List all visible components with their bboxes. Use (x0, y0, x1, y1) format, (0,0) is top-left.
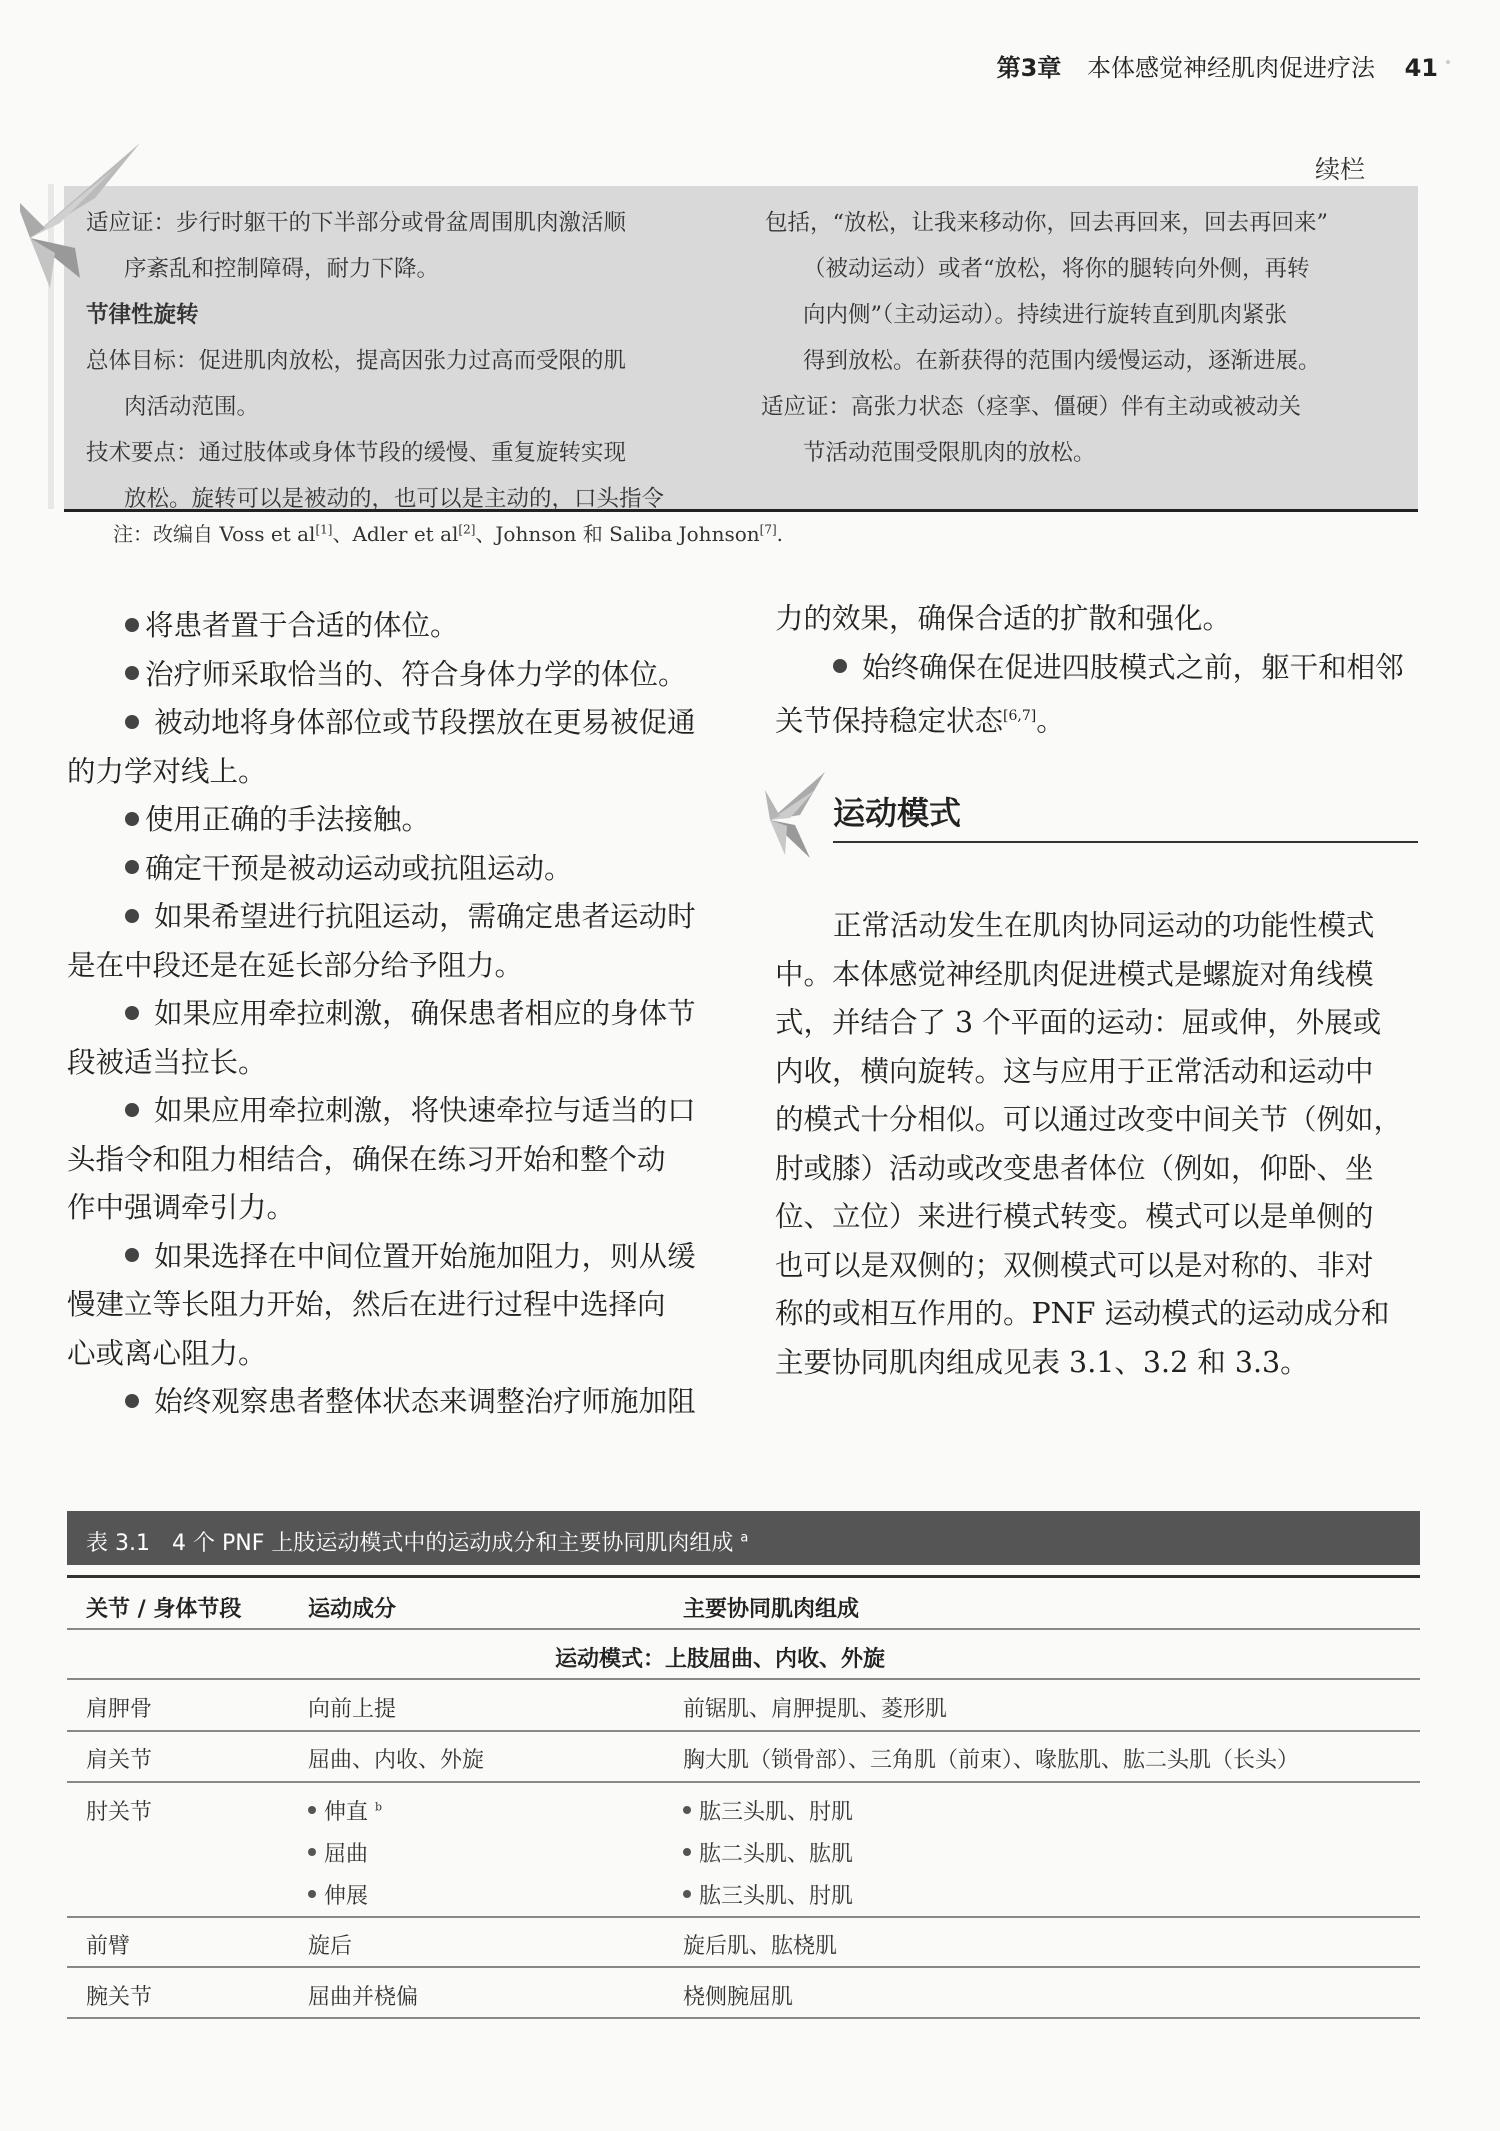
cell-text: 伸直 (324, 1800, 369, 1825)
table-cell: 桡侧腕屈肌 (683, 1985, 794, 2010)
running-header (997, 48, 1438, 83)
list-item-continuation: 段被适当拉长。 (67, 1045, 267, 1079)
paragraph-line: 的模式十分相似。可以通过改变中间关节（例如， (775, 1103, 1403, 1136)
list-item (67, 699, 696, 748)
citation: [7] (759, 522, 777, 537)
paragraph-line: 称的或相互作用的。PNF 运动模式的运动成分和 (775, 1297, 1390, 1330)
paragraph-line: 中。本体感觉神经肌肉促进模式是螺旋对角线模 (775, 957, 1374, 991)
page-number: 41 (1404, 54, 1438, 82)
table-rule (67, 1916, 1420, 1918)
list-item (67, 990, 696, 1039)
burst-icon (765, 770, 835, 860)
bullet-icon (833, 659, 847, 673)
box-line: 序紊乱和控制障碍，耐力下降。 (124, 256, 440, 282)
box-line: 包括，“放松，让我来移动你，回去再回来，回去再回来” (765, 210, 1329, 236)
bullet-icon (308, 1806, 316, 1814)
list-item-continuation: 头指令和阻力相结合，确保在练习开始和整个动 (67, 1142, 666, 1176)
table-cell: 旋后肌、肱桡肌 (683, 1934, 838, 1959)
paragraph-line: 内收，横向旋转。这与应用于正常活动和运动中 (775, 1054, 1374, 1088)
box-line: 适应证：步行时躯干的下半部分或骨盆周围肌肉激活顺 (86, 210, 627, 236)
table-rule (67, 1628, 1420, 1630)
table-cell: 肩胛骨 (86, 1697, 153, 1722)
list-item-text: 如果应用牵拉刺激，将快速牵拉与适当的口 (154, 1094, 696, 1127)
cell-text: 伸展 (324, 1884, 369, 1909)
note-text: . (776, 522, 783, 546)
bullet-icon (125, 812, 139, 826)
list-item (67, 845, 696, 894)
paragraph-line: 肘或膝）活动或改变患者体位（例如，仰卧、坐 (775, 1151, 1374, 1185)
column-header: 关节 / 身体节段 (86, 1597, 242, 1622)
section-rule (833, 841, 1418, 843)
table-top-rule (67, 1575, 1420, 1578)
scan-speck (1446, 60, 1450, 64)
table-rule (67, 1730, 1420, 1732)
chapter-title: 本体感觉神经肌肉促进疗法 (1086, 54, 1375, 82)
chapter-number: 第3章 (996, 54, 1062, 82)
bullet-icon (308, 1848, 316, 1856)
table-cell-item (308, 1795, 382, 1826)
list-item-continuation: 作中强调牵引力。 (67, 1191, 296, 1224)
column-header: 运动成分 (308, 1597, 397, 1622)
list-item-text: 关节保持稳定状态 (775, 704, 1004, 738)
continued-label: 续栏 (1315, 155, 1366, 184)
table-cell: 前锯肌、肩胛提肌、菱形肌 (683, 1697, 948, 1722)
list-item (67, 893, 696, 942)
list-item (67, 602, 696, 651)
right-column-top (775, 595, 1404, 746)
list-item-text: 被动地将身体部位或节段摆放在更易被促通 (154, 706, 696, 739)
citation: [1] (315, 522, 333, 537)
box-line: 放松。旋转可以是被动的，也可以是主动的，口头指令 (124, 486, 665, 512)
list-item-text: 治疗师采取恰当的、符合身体力学的体位。 (145, 657, 687, 691)
list-item-continuation: 力的效果，确保合适的扩散和强化。 (775, 602, 1232, 635)
paragraph-line: 式，并结合了 3 个平面的运动：屈或伸，外展或 (775, 1006, 1382, 1039)
box-line: 适应证：高张力状态（痉挛、僵硬）伴有主动或被动关 (761, 394, 1302, 420)
paragraph-line: 主要协同肌肉组成见表 3.1、3.2 和 3.3。 (775, 1345, 1309, 1379)
bullet-icon (125, 666, 139, 680)
list-item-continuation: 慢建立等长阻力开始，然后在进行过程中选择向 (67, 1288, 666, 1321)
table-rule (67, 1678, 1420, 1680)
table-cell: 屈曲、内收、外旋 (308, 1748, 485, 1773)
table-cell-item (308, 1837, 368, 1868)
box-line: 总体目标：促进肌肉放松，提高因张力过高而受限的肌 (86, 348, 627, 374)
box-line: 向内侧”（主动运动）。持续进行旋转直到肌肉紧张 (803, 302, 1288, 328)
pattern-label: 运动模式：上肢屈曲、内收、外旋 (555, 1647, 886, 1672)
list-item-text: 使用正确的手法接触。 (145, 803, 431, 836)
paragraph-line: 正常活动发生在肌肉协同运动的功能性模式 (833, 909, 1375, 942)
box-line: （被动运动）或者“放松，将你的腿转向外侧，再转 (803, 256, 1310, 282)
citation: [6,7] (1003, 708, 1037, 724)
box-line: 得到放松。在新获得的范围内缓慢运动，逐渐进展。 (803, 348, 1321, 374)
column-header: 主要协同肌肉组成 (683, 1597, 860, 1622)
box-line: 技术要点：通过肢体或身体节段的缓慢、重复旋转实现 (86, 440, 627, 466)
box-line: 肉活动范围。 (124, 394, 260, 420)
section-paragraph (775, 902, 1402, 1387)
section-title: 运动模式 (833, 794, 962, 832)
bullet-icon (125, 909, 139, 923)
box-subheading: 节律性旋转 (86, 302, 199, 328)
list-item (67, 1233, 696, 1282)
table-cell: 腕关节 (86, 1985, 153, 2010)
citation: [2] (458, 522, 476, 537)
paragraph-line: 位、立位）来进行模式转变。模式可以是单侧的 (775, 1200, 1374, 1233)
list-item (775, 644, 1404, 693)
table-cell-item (683, 1795, 853, 1826)
bullet-icon (683, 1890, 691, 1898)
table-cell: 胸大肌（锁骨部）、三角肌（前束）、喙肱肌、肱二头肌（长头） (683, 1748, 1300, 1773)
cell-text: 肱三头肌、肘肌 (699, 1884, 854, 1909)
bullet-icon (125, 1006, 139, 1020)
footnote-marker: a (740, 1530, 749, 1546)
list-item-text: 如果应用牵拉刺激，确保患者相应的身体节 (154, 997, 696, 1030)
cell-text: 肱二头肌、肱肌 (699, 1842, 854, 1867)
table-title (86, 1526, 748, 1557)
list-item (67, 1378, 696, 1427)
table-cell-item (308, 1879, 368, 1910)
bullet-icon (125, 1248, 139, 1262)
bullet-icon (125, 715, 139, 729)
list-item-text: 始终确保在促进四肢模式之前，躯干和相邻 (862, 650, 1404, 684)
table-cell: 肘关节 (86, 1800, 153, 1825)
box-line: 节活动范围受限肌肉的放松。 (803, 440, 1096, 466)
list-item-text: 如果希望进行抗阻运动，需确定患者运动时 (154, 900, 696, 933)
table-cell-item (683, 1837, 853, 1868)
table-rule (67, 1781, 1420, 1783)
list-item-text: 确定干预是被动运动或抗阻运动。 (145, 851, 573, 885)
list-item-text: 。 (1036, 704, 1065, 738)
table-cell: 屈曲并桡偏 (308, 1985, 419, 2010)
list-item-text: 将患者置于合适的体位。 (145, 609, 459, 642)
list-item-text: 始终观察患者整体状态来调整治疗师施加阻 (154, 1385, 696, 1418)
box-left-column (86, 200, 664, 522)
table-rule (67, 1966, 1420, 1968)
list-item-text: 如果选择在中间位置开始施加阻力，则从缓 (154, 1239, 696, 1273)
list-item-continuation: 的力学对线上。 (67, 754, 267, 788)
list-item-continuation: 是在中段还是在延长部分给予阻力。 (67, 948, 524, 982)
note-text: 、Johnson 和 Saliba Johnson (475, 522, 760, 546)
table-cell: 向前上提 (308, 1697, 397, 1722)
table-cell-item (683, 1879, 853, 1910)
left-column (67, 602, 696, 1427)
bullet-icon (683, 1806, 691, 1814)
footnote-marker: b (375, 1800, 383, 1814)
list-item-continuation (775, 692, 1404, 746)
table-cell: 旋后 (308, 1934, 353, 1959)
list-item (67, 796, 696, 845)
cell-text: 肱三头肌、肘肌 (699, 1800, 854, 1825)
bullet-icon (308, 1890, 316, 1898)
list-item (67, 1087, 696, 1136)
table-cell: 前臂 (86, 1934, 131, 1959)
bullet-icon (125, 618, 139, 632)
bullet-icon (125, 1394, 139, 1408)
list-item (67, 651, 696, 700)
table-rule (67, 2017, 1420, 2019)
paragraph-line: 也可以是双侧的；双侧模式可以是对称的、非对 (775, 1248, 1374, 1282)
box-right-column (761, 200, 1329, 476)
table-title-text: 表 3.1 4 个 PNF 上肢运动模式中的运动成分和主要协同肌肉组成 (86, 1531, 734, 1556)
cell-text: 屈曲 (324, 1842, 369, 1867)
box-note (113, 518, 783, 547)
list-item-continuation: 心或离心阻力。 (67, 1336, 267, 1370)
bullet-icon (683, 1848, 691, 1856)
table-cell: 肩关节 (86, 1748, 153, 1773)
note-text: 、Adler et al (332, 522, 459, 546)
note-text: 注：改编自 Voss et al (113, 522, 316, 546)
bullet-icon (125, 860, 139, 874)
bullet-icon (125, 1103, 139, 1117)
